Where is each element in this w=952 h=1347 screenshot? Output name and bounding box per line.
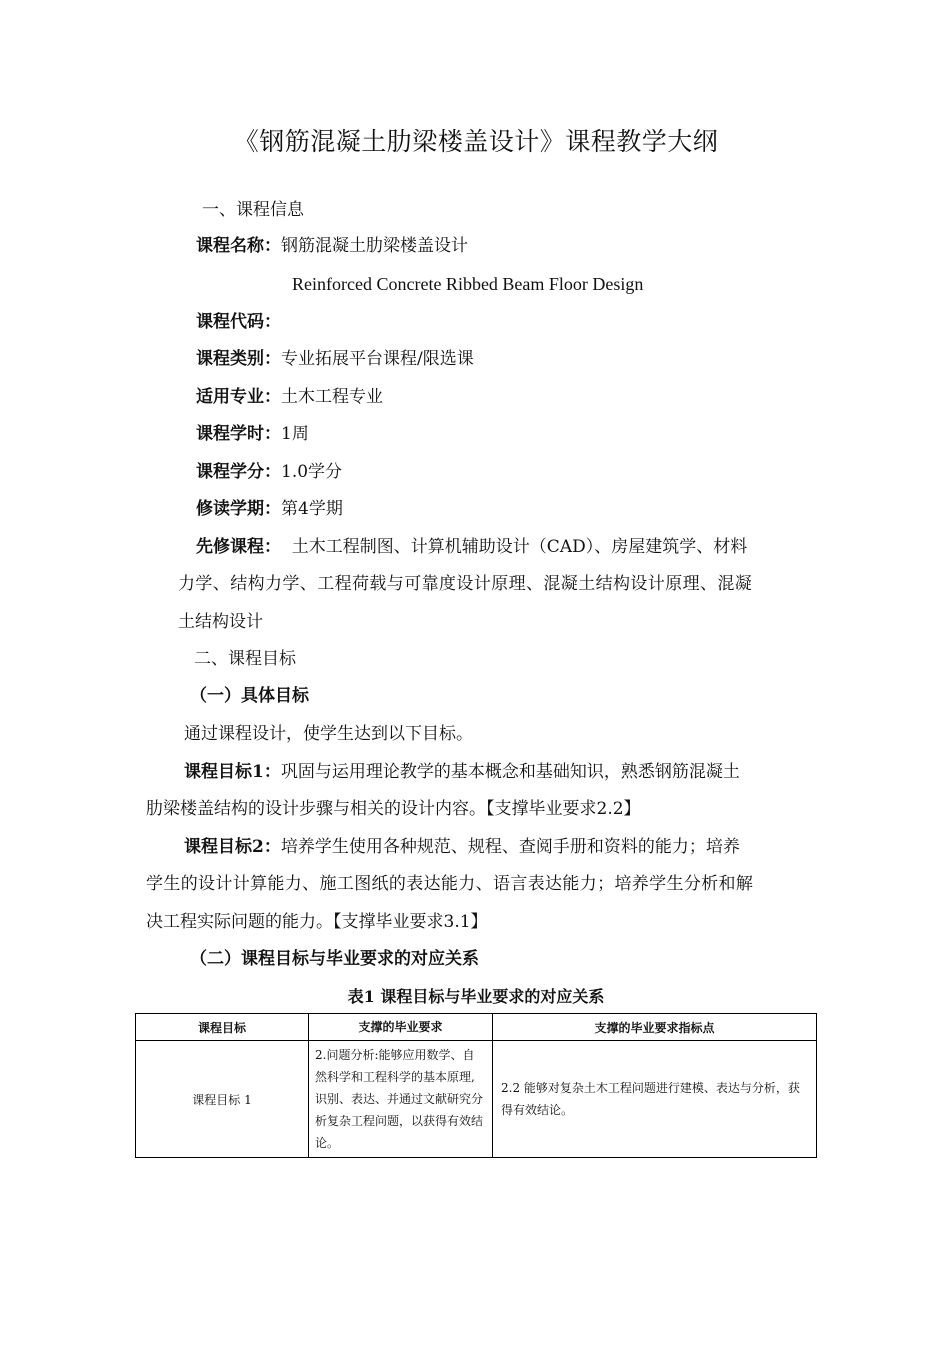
course-term-label: 修读学期：	[196, 499, 281, 519]
goals-intro: 通过课程设计，使学生达到以下目标。	[184, 724, 473, 744]
course-type-row	[196, 347, 474, 371]
course-code-row	[196, 310, 281, 334]
course-credits-row	[196, 460, 342, 484]
course-major-row	[196, 385, 383, 409]
course-hours-row	[196, 422, 309, 446]
prereq-label: 先修课程：	[196, 537, 281, 557]
course-hours-value: 1周	[281, 424, 309, 444]
subheading-specific-goals: （一）具体目标	[190, 686, 309, 706]
table-caption: 表1 课程目标与毕业要求的对应关系	[347, 987, 605, 1006]
goal2-text-1: 培养学生使用各种规范、规程、查阅手册和资料的能力；培养	[280, 837, 740, 857]
prereq-row	[196, 535, 747, 559]
section-heading-course-info: 一、课程信息	[202, 200, 304, 220]
course-name-en: Reinforced Concrete Ribbed Beam Floor Design	[292, 274, 644, 294]
document-title: 《钢筋混凝土肋梁楼盖设计》课程教学大纲	[233, 127, 719, 156]
table-row	[136, 1041, 817, 1158]
goal1-label: 课程目标1：	[184, 762, 281, 782]
course-term-row	[196, 497, 343, 521]
course-term-value: 第4学期	[281, 499, 343, 519]
goal2-label: 课程目标2：	[184, 837, 281, 857]
course-name-row	[196, 234, 468, 258]
prereq-line-2: 力学、结构力学、工程荷载与可靠度设计原理、混凝土结构设计原理、混凝	[178, 574, 753, 594]
table-cell-requirement: 2.问题分析:能够应用数学、自然科学和工程科学的基本原理,识别、表达、并通过文献研究分析复杂工程问题，以获得有效结论。	[309, 1041, 493, 1158]
course-hours-label: 课程学时：	[196, 424, 281, 444]
table-header-row	[136, 1014, 817, 1041]
goal1-line-1	[184, 760, 740, 784]
prereq-line-1: 土木工程制图、计算机辅助设计（CAD）、房屋建筑学、材料	[281, 537, 748, 557]
course-major-value: 土木工程专业	[281, 387, 383, 407]
course-credits-label: 课程学分：	[196, 462, 281, 482]
course-type-label: 课程类别：	[196, 349, 281, 369]
course-code-label: 课程代码：	[196, 312, 281, 332]
table-header-requirement: 支撑的毕业要求	[309, 1014, 493, 1041]
goal1-text-1: 巩固与运用理论教学的基本概念和基础知识，熟悉钢筋混凝土	[280, 762, 740, 782]
goal2-line-2: 学生的设计计算能力、施工图纸的表达能力、语言表达能力；培养学生分析和解	[146, 874, 754, 894]
table-cell-goal: 课程目标 1	[136, 1041, 309, 1158]
table-header-indicator: 支撑的毕业要求指标点	[493, 1014, 817, 1041]
course-credits-value: 1.0学分	[281, 462, 343, 482]
prereq-line-3: 土结构设计	[178, 612, 263, 632]
subheading-goal-requirement-mapping: （二）课程目标与毕业要求的对应关系	[190, 949, 479, 969]
course-name-label: 课程名称：	[196, 236, 281, 256]
course-name-cn: 钢筋混凝土肋梁楼盖设计	[281, 236, 468, 256]
table-cell-indicator: 2.2 能够对复杂土木工程问题进行建模、表达与分析，获得有效结论。	[493, 1041, 817, 1158]
goal-requirement-table	[135, 1013, 817, 1158]
goal1-line-2: 肋梁楼盖结构的设计步骤与相关的设计内容。【支撑毕业要求2.2】	[146, 799, 641, 819]
section-heading-course-goals: 二、课程目标	[194, 649, 296, 669]
goal2-line-3: 决工程实际问题的能力。【支撑毕业要求3.1】	[146, 912, 488, 932]
goal2-line-1	[184, 835, 740, 859]
course-major-label: 适用专业：	[196, 387, 281, 407]
table-header-goal: 课程目标	[136, 1014, 309, 1041]
course-type-value: 专业拓展平台课程/限选课	[281, 349, 474, 369]
